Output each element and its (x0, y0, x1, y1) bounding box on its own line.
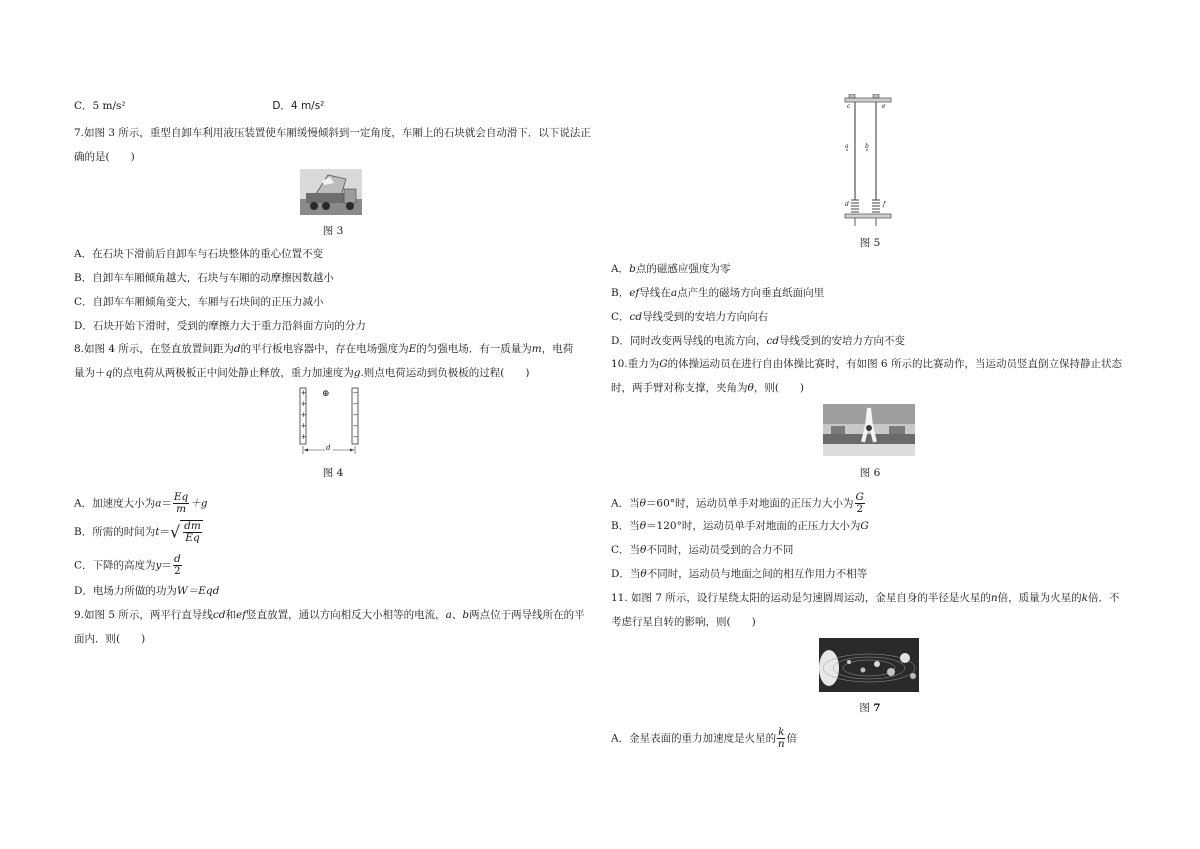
option-text: 不同时，运动员受到的合力不同 (646, 544, 794, 556)
q9-option-b (611, 288, 824, 299)
q7-option-a: A．在石块下滑前后自卸车与石块整体的重心位置不变 (74, 248, 324, 260)
minus-sign: − (352, 400, 359, 408)
q7-stem-line2: 确的是( ) (74, 151, 135, 163)
math-op: ＝ (161, 559, 172, 572)
plus-sign: + (300, 389, 307, 397)
q10-stem-text: 的体操运动员在进行自由体操比赛时，有如图 6 所示的比赛动作，当运动员竖直倒立保持静止状态 (667, 358, 1122, 370)
q8-var-g: g (353, 367, 361, 379)
q9-stem-text: 9.如图 5 所示，两平行直导线 (74, 609, 213, 621)
q9-var-a: a (445, 609, 452, 621)
fraction (183, 521, 202, 544)
figure-7-caption (605, 703, 1135, 714)
q7-option-d: D．石块开始下滑时，受到的摩擦力大于重力沿斜面方向的分力 (74, 320, 366, 332)
q8-stem-text: 量为＋ (74, 367, 106, 379)
option-text: C．当 (611, 544, 641, 556)
plus-sign: + (300, 400, 307, 408)
option-text: A．当 (611, 497, 640, 510)
square-root: √ $\frac{dm}{Eq}$ (169, 520, 201, 544)
q8-stem-text: 8.如图 4 所示，在竖直放置间距为 (74, 343, 234, 355)
fraction-denominator: n (777, 738, 785, 750)
option-text: ＝60°时，运动员单手对地面的正压力大小为 (645, 497, 854, 510)
fraction (173, 554, 182, 577)
math-var: t (155, 526, 160, 538)
q11-stem-text: 倍，质量为火星的 (997, 592, 1082, 604)
math-op: ＝ (159, 526, 170, 538)
minus-sign: − (352, 433, 359, 441)
q7-option-c: C．自卸车车厢倾角变大，车厢与石块间的正压力减小 (74, 296, 324, 308)
q8-stem-line2 (74, 368, 530, 379)
q6-option-d: D．4 m/s² (272, 100, 325, 112)
q8-option-d (74, 586, 219, 597)
math-var: a (670, 287, 678, 299)
negative-plate-signs (352, 388, 359, 443)
q9-stem-text: 竖直放置，通以方向相反大小相等的电流， (246, 609, 446, 621)
q10-var-g: G (659, 358, 668, 370)
figure-3-caption: 图 3 (322, 225, 344, 237)
q8-var-q: q (105, 367, 113, 379)
q8-option-b (74, 520, 203, 544)
math-var: y (155, 559, 162, 572)
fraction (173, 492, 189, 515)
fraction-denominator: m (176, 503, 187, 515)
point-charge-icon: ⊕ (322, 389, 330, 399)
fraction (777, 727, 785, 750)
q8-var-m: m (531, 343, 542, 355)
q7-stem-line1: 7.如图 3 所示，重型自卸车利用液压装置使车厢缓慢倾斜到一定角度，车厢上的石块就会自动滑下．以下说法正 (74, 127, 591, 139)
wire-label-f: f (883, 201, 886, 208)
q10-stem-text: 10.重力为 (611, 358, 660, 370)
option-text: B．当 (611, 520, 640, 532)
q9-var-b: b (462, 609, 470, 621)
plus-sign: + (300, 411, 307, 419)
q10-option-c (611, 545, 793, 556)
q9-stem-text: 两点位于两导线所在的平 (469, 609, 585, 621)
option-text: 点产生的磁场方向垂直纸面向里 (677, 287, 825, 299)
wire-label-e: e (882, 103, 886, 110)
q10-option-d (611, 569, 867, 580)
option-text: 点的磁感应强度为零 (635, 263, 731, 275)
fraction-denominator: 2 (174, 565, 181, 577)
fraction-denominator: Eq (185, 532, 200, 544)
q6-options-tail (74, 101, 324, 112)
option-text: 导线受到的安培力方向不变 (779, 335, 906, 347)
option-text: 导线受到的安培力方向向右 (642, 311, 769, 323)
q11-option-a (611, 727, 797, 750)
option-text: D．电场力所做的功为 (74, 585, 177, 597)
q9-option-c (611, 312, 768, 323)
math-var: θ (640, 544, 647, 556)
option-text: D．同时改变两导线的电流方向， (611, 335, 767, 347)
minus-sign: − (352, 389, 359, 397)
q10-stem-line2 (611, 383, 804, 394)
q8-stem-text: .则点电荷运动到负极板的过程( ) (360, 367, 530, 379)
option-text: C． (611, 311, 630, 323)
point-label-a: a (845, 143, 849, 150)
figure-6-gymnast-photo (823, 404, 915, 456)
q10-option-a (611, 492, 866, 515)
math-var: cd (629, 311, 643, 323)
fraction (855, 492, 865, 515)
figure-5-caption: 图 5 (859, 237, 881, 249)
q8-stem-text: 的点电荷从两极板正中间处静止释放，重力加速度为 (112, 367, 354, 379)
figure-4-caption: 图 4 (322, 467, 344, 479)
figure-7-caption-text: 图 (859, 702, 874, 714)
math-var: b (629, 263, 636, 275)
fraction-numerator: G (855, 491, 864, 503)
math-var: θ (639, 497, 646, 510)
q9-var-ef: ef (235, 609, 247, 621)
option-text: ＝120°时，运动员单手对地面的正压力大小为 (646, 520, 861, 532)
q11-stem-line1 (611, 593, 1120, 604)
figure-6-caption: 图 6 (859, 467, 881, 479)
wire-label-c: c (847, 103, 851, 110)
q6-option-c: C．5 m/s² (74, 100, 126, 112)
q9-option-d (611, 336, 905, 347)
q9-option-a (611, 264, 730, 275)
q9-stem-text: 、 (451, 609, 463, 621)
plus-sign: + (300, 433, 307, 441)
math-var: a (155, 497, 162, 510)
q11-var-n: n (990, 592, 998, 604)
option-text: C．下降的高度为 (74, 559, 156, 572)
plate-distance-label: d (326, 444, 331, 452)
q11-stem-text: 11. 如图 7 所示，设行星绕太阳的运动是匀速圆周运动，金星自身的半径是火星的 (611, 592, 991, 604)
option-text: A．加速度大小为 (74, 497, 156, 510)
math-var: θ (640, 568, 647, 580)
point-label-b: b (865, 143, 869, 150)
q10-var-theta: θ (747, 382, 754, 394)
option-text: A． (611, 263, 630, 275)
option-text: A．金星表面的重力加速度是火星的 (611, 732, 777, 745)
figure-7-caption-number: 7 (873, 702, 881, 714)
fraction-numerator: Eq (173, 491, 189, 503)
q10-option-b (611, 521, 869, 532)
math-tail: ＋g (190, 497, 208, 510)
figure-3-dump-truck-photo (300, 169, 362, 215)
q9-stem-text: 和 (225, 609, 236, 621)
option-text: D．当 (611, 568, 641, 580)
option-text: 不同时，运动员与地面之间的相互作用力不相等 (646, 568, 868, 580)
math-var: G (860, 520, 869, 532)
option-text: 导线在 (639, 287, 671, 299)
q8-option-c (74, 554, 183, 577)
q11-stem-line2: 考虑行星自转的影响，则( ) (611, 616, 756, 628)
q9-var-cd: cd (212, 609, 226, 621)
q10-stem-text: 时，两手臂对称支撑，夹角为 (611, 382, 748, 394)
q8-option-a (74, 492, 207, 515)
q10-stem-text: ，则( ) (753, 382, 805, 394)
option-text: 倍 (786, 732, 797, 745)
q8-stem-text: ，电荷 (541, 343, 574, 355)
q9-stem-line2: 面内．则( ) (74, 633, 146, 645)
math-var: cd (766, 335, 780, 347)
figure-7-solar-system-picture (819, 638, 919, 692)
q8-stem-text: 的平行板电容器中，存在电场强度为 (240, 343, 409, 355)
q7-option-b: B．自卸车车厢倾角越大，石块与车厢的动摩擦因数越小 (74, 272, 334, 284)
math-var: ef (629, 287, 640, 299)
math-op: ＝ (161, 497, 172, 510)
option-text: B． (611, 287, 630, 299)
minus-sign: − (352, 422, 359, 430)
option-text: B．所需的时间为 (74, 526, 156, 538)
positive-plate-signs (300, 388, 307, 443)
q10-stem-line1 (611, 359, 1122, 370)
q11-var-k: k (1081, 592, 1089, 604)
figure-4-capacitor-diagram (296, 386, 366, 456)
minus-sign: − (352, 411, 359, 419)
q8-var-d: d (233, 343, 241, 355)
q11-stem-text: 倍．不 (1088, 592, 1120, 604)
fraction-numerator: dm (184, 520, 201, 532)
q8-stem-text: 的匀强电场．有一质量为 (416, 343, 532, 355)
q9-stem-line1 (74, 610, 585, 621)
q8-stem-line1 (74, 344, 573, 355)
plus-sign: + (300, 422, 307, 430)
fraction-numerator: d (173, 553, 181, 565)
q8-var-e: E (408, 343, 417, 355)
math-expr: W＝Eqd (176, 585, 220, 597)
fraction-numerator: k (778, 726, 785, 738)
fraction-denominator: 2 (856, 503, 864, 515)
figure-5-parallel-wires-diagram (843, 94, 893, 228)
wire-label-d: d (845, 201, 849, 208)
math-var: θ (639, 520, 647, 532)
